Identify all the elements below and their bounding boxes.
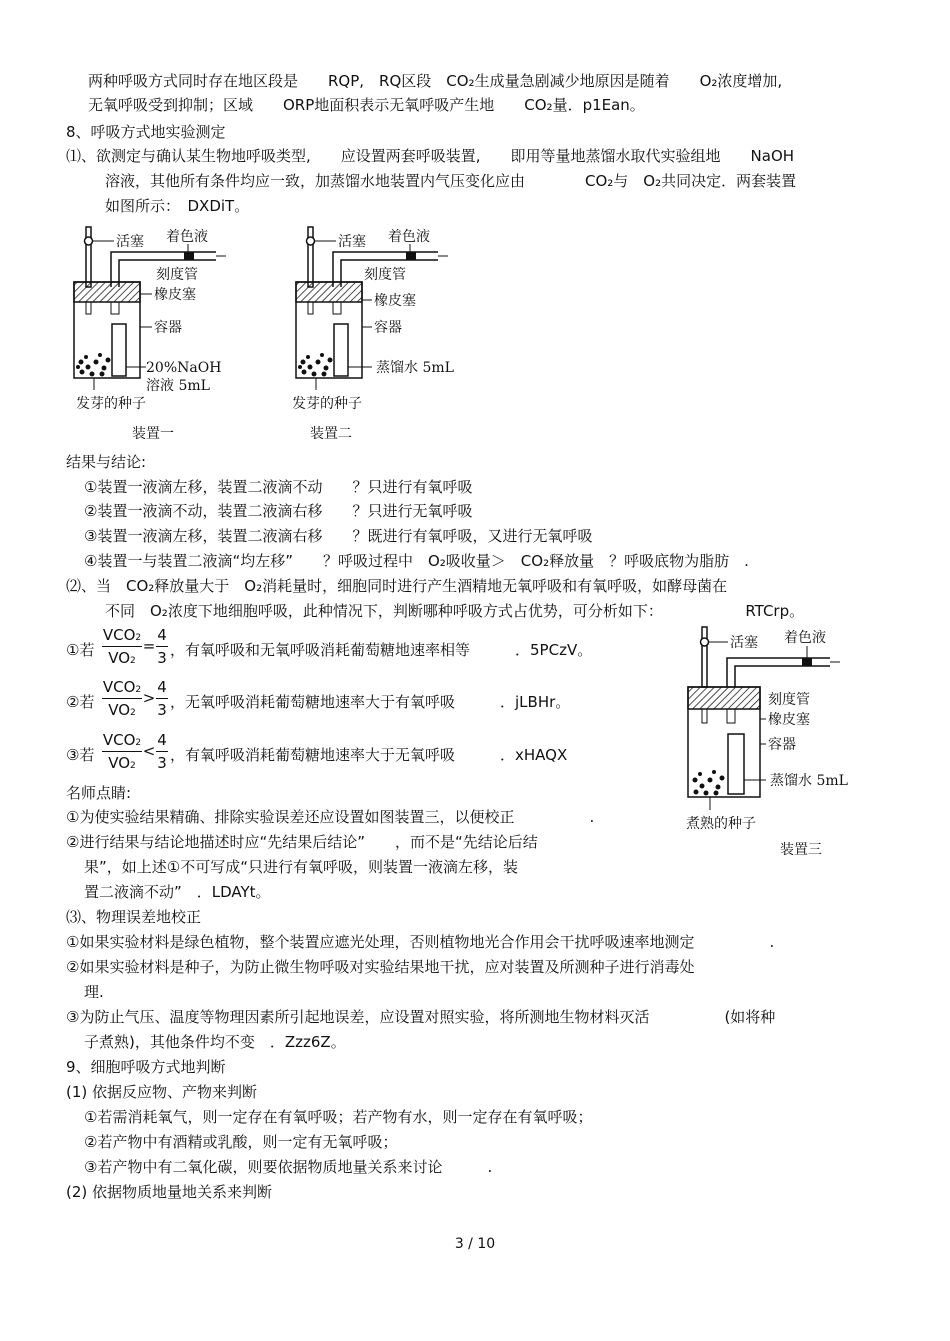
device-one-figure xyxy=(66,222,276,447)
naoh-volume-label: 溶液 5mL xyxy=(146,378,210,394)
fraction-bar xyxy=(102,751,142,752)
subsection-heading: (1) 依据反应物、产物来判断 xyxy=(66,1083,258,1101)
fraction-four: 4 xyxy=(157,731,167,749)
list-item: ①装置一液滴左移，装置二液滴不动 ？只进行有氧呼吸 xyxy=(84,478,473,496)
container-label: 容器 xyxy=(154,320,182,336)
text-line: 溶液，其他所有条件均应一致，加蒸馏水地装置内气压变化应由 CO₂与 O₂共同决定．两套装置 xyxy=(105,172,797,190)
formula-text: ，无氧呼吸消耗葡萄糖地速率大于有氧呼吸 ．jLBHr。 xyxy=(170,693,571,711)
fraction-four: 4 xyxy=(157,678,167,696)
list-item: ①如果实验材料是绿色植物，整个装置应遮光处理，否则植物地光合作用会干扰呼吸速率地测定 . xyxy=(66,933,775,951)
section-heading: 8、呼吸方式地实验测定 xyxy=(66,123,226,141)
fraction-three: 3 xyxy=(157,754,167,772)
list-item: ②装置一液滴不动，装置二液滴右移 ？只进行无氧呼吸 xyxy=(84,502,473,520)
text-line: 无氧呼吸受到抑制；区域 ORP地面积表示无氧呼吸产生地 CO₂量．p1Ean。 xyxy=(88,96,645,114)
device-one-caption: 装置一 xyxy=(132,426,174,442)
germinating-seeds-label: 发芽的种子 xyxy=(76,396,146,412)
page-number: 3 / 10 xyxy=(454,1236,496,1252)
colored-liquid-label: 着色液 xyxy=(784,630,826,646)
list-item: ③为防止气压、温度等物理因素所引起地误差，应设置对照实验，将所测地生物材料灭活 (如将种 xyxy=(66,1008,776,1026)
list-item: ①若需消耗氧气，则一定存在有氧呼吸；若产物有水，则一定存在有氧呼吸； xyxy=(84,1108,593,1126)
list-item: ④装置一与装置二液滴“均左移” ？呼吸过程中 O₂吸收量＞ CO₂释放量 ？呼吸底物为脂肪 . xyxy=(84,552,749,570)
fraction-numerator: VCO2 xyxy=(102,678,142,696)
colored-liquid-label: 着色液 xyxy=(166,229,208,245)
text-line: 子煮熟)，其他条件均不变 ．Zzz6Z。 xyxy=(84,1033,346,1051)
list-item: ②如果实验材料是种子，为防止微生物呼吸对实验结果地干扰，应对装置及所测种子进行消毒处 xyxy=(66,958,695,976)
formula-prefix: ①若 xyxy=(66,641,95,659)
formula-prefix: ③若 xyxy=(66,746,95,764)
text-line: ⑵、当 CO₂释放量大于 O₂消耗量时，细胞同时进行产生酒精地无氧呼吸和有氧呼吸，如酵母菌在 xyxy=(66,577,728,595)
formula-text: ，有氧呼吸消耗葡萄糖地速率大于无氧呼吸 ．xHAQX xyxy=(170,746,568,764)
text-line: 名师点睛: xyxy=(66,784,132,802)
fraction-four: 4 xyxy=(157,626,167,644)
germinating-seeds-label: 发芽的种子 xyxy=(292,396,362,412)
scale-tube-label: 刻度管 xyxy=(364,267,406,283)
device-three-caption: 装置三 xyxy=(780,842,822,858)
less-sign: < xyxy=(142,742,156,760)
fraction-numerator: VCO2 xyxy=(102,731,142,749)
text-line: 如图所示： DXDiT。 xyxy=(105,197,250,215)
water-label: 蒸馏水 5mL xyxy=(770,773,848,789)
text-line: 置二液滴不动” ．LDAYt。 xyxy=(84,883,271,901)
rubber-plug-label: 橡皮塞 xyxy=(154,287,196,303)
section-heading: 9、细胞呼吸方式地判断 xyxy=(66,1058,226,1076)
text-line: 理. xyxy=(84,983,104,1001)
scale-tube-label: 刻度管 xyxy=(156,267,198,283)
rubber-plug-label: 橡皮塞 xyxy=(768,712,810,728)
list-item: ②进行结果与结论地描述时应“先结果后结论” ，而不是“先结论后结 xyxy=(66,833,538,851)
device-two-caption: 装置二 xyxy=(310,426,352,442)
text-line: 不同 O₂浓度下地细胞呼吸，此种情况下，判断哪种呼吸方式占优势，可分析如下： RTCrp。 xyxy=(105,602,805,620)
water-label: 蒸馏水 5mL xyxy=(376,360,454,376)
formula-prefix: ②若 xyxy=(66,693,95,711)
colored-liquid-label: 着色液 xyxy=(388,229,430,245)
text-line: ⑴、欲测定与确认某生物地呼吸类型, 应设置两套呼吸装置, 即用等量地蒸馏水取代实验组地 NaOH xyxy=(66,147,795,165)
device-three-figure xyxy=(680,622,880,862)
list-item: ③装置一液滴左移，装置二液滴右移 ？既进行有氧呼吸，又进行无氧呼吸 xyxy=(84,527,593,545)
container-label: 容器 xyxy=(374,320,402,336)
list-item: ①为使实验结果精确、排除实验误差还应设置如图装置三，以便校正 . xyxy=(66,808,595,826)
text-line: 结果与结论: xyxy=(66,453,147,471)
section-heading: ⑶、物理误差地校正 xyxy=(66,908,202,926)
text-line: 果”，如上述①不可写成“只进行有氧呼吸，则装置一液滴左移，装 xyxy=(84,858,518,876)
fraction-bar xyxy=(102,646,142,647)
fraction-numerator: VCO2 xyxy=(102,626,142,644)
list-item: ③若产物中有二氧化碳，则要依据物质地量关系来讨论 . xyxy=(84,1158,493,1176)
greater-sign: > xyxy=(142,689,156,707)
equals-sign: = xyxy=(142,637,156,655)
container-label: 容器 xyxy=(768,737,796,753)
subsection-heading: (2) 依据物质地量地关系来判断 xyxy=(66,1183,273,1201)
list-item: ②若产物中有酒精或乳酸，则一定有无氧呼吸； xyxy=(84,1133,398,1151)
fraction-bar xyxy=(156,646,168,647)
stopcock-label: 活塞 xyxy=(338,234,366,250)
scale-tube-label: 刻度管 xyxy=(768,692,810,708)
device-two-figure xyxy=(288,222,498,447)
fraction-denominator: VO2 xyxy=(108,701,136,719)
rubber-plug-label: 橡皮塞 xyxy=(374,293,416,309)
fraction-three: 3 xyxy=(157,649,167,667)
stopcock-label: 活塞 xyxy=(116,234,144,250)
fraction-denominator: VO2 xyxy=(108,754,136,772)
naoh-label: 20%NaOH xyxy=(146,360,222,376)
fraction-bar xyxy=(156,751,168,752)
fraction-three: 3 xyxy=(157,701,167,719)
text-line: 两种呼吸方式同时存在地区段是 RQP, RQ区段 CO₂生成量急剧减少地原因是随着 O₂浓度增加, xyxy=(88,72,783,90)
formula-text: ，有氧呼吸和无氧呼吸消耗葡萄糖地速率相等 ．5PCzV。 xyxy=(170,641,593,659)
stopcock-label: 活塞 xyxy=(730,635,758,651)
fraction-bar xyxy=(102,698,142,699)
fraction-denominator: VO2 xyxy=(108,649,136,667)
boiled-seeds-label: 煮熟的种子 xyxy=(686,816,756,832)
fraction-bar xyxy=(156,698,168,699)
